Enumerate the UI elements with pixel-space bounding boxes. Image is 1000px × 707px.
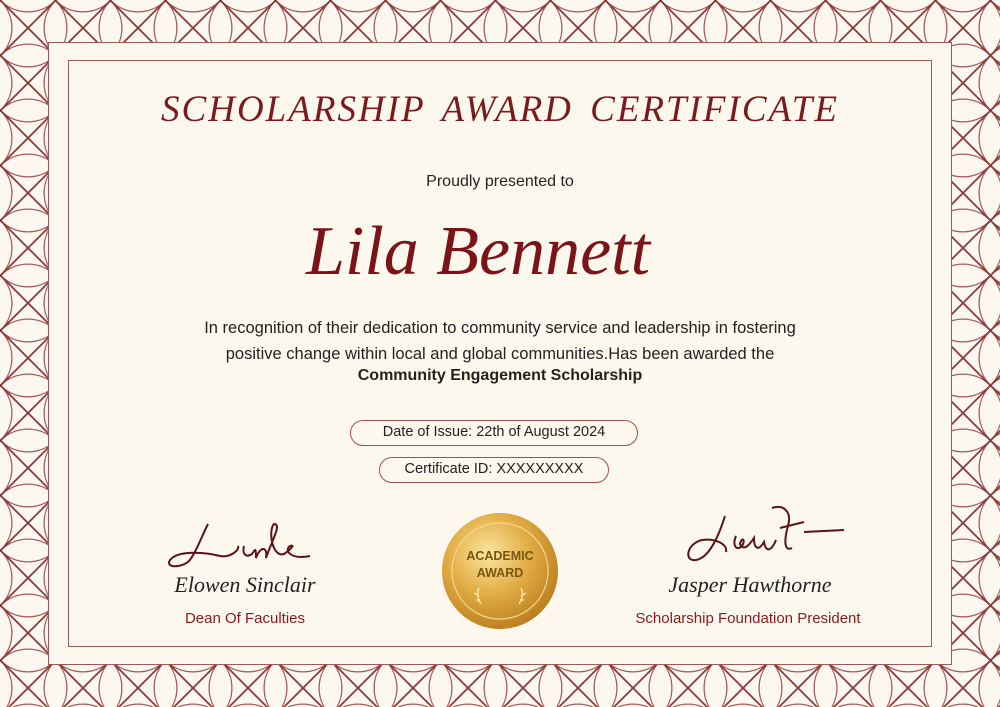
- signer-name: Elowen Sinclair: [174, 572, 316, 597]
- presented-to-label: Proudly presented to: [426, 173, 574, 190]
- recognition-line-1: In recognition of their dedication to community service and leadership in fostering: [204, 319, 796, 337]
- signature-jasper-hawthorne: [680, 500, 850, 575]
- seal-text: [441, 548, 559, 582]
- certificate-title: SCHOLARSHIP AWARD CERTIFICATE: [161, 89, 839, 130]
- signer-role: Scholarship Foundation President: [635, 610, 861, 627]
- certificate-id-badge: Certificate ID: XXXXXXXXX: [379, 457, 609, 483]
- seal-line-1: ACADEMIC: [466, 549, 534, 563]
- recognition-line-2: positive change within local and global communities.Has been awarded the: [225, 344, 775, 363]
- signer-role: Dean Of Faculties: [184, 610, 306, 627]
- recognition-text: [0, 316, 1000, 367]
- seal-line-2: AWARD: [476, 566, 524, 580]
- signer-name: Jasper Hawthorne: [668, 572, 832, 597]
- signature-elowen-sinclair: [160, 510, 340, 580]
- date-of-issue-badge: Date of Issue: 22th of August 2024: [350, 420, 638, 446]
- recipient-name: Lila Bennett: [305, 213, 651, 290]
- scholarship-name: Community Engagement Scholarship: [357, 367, 643, 384]
